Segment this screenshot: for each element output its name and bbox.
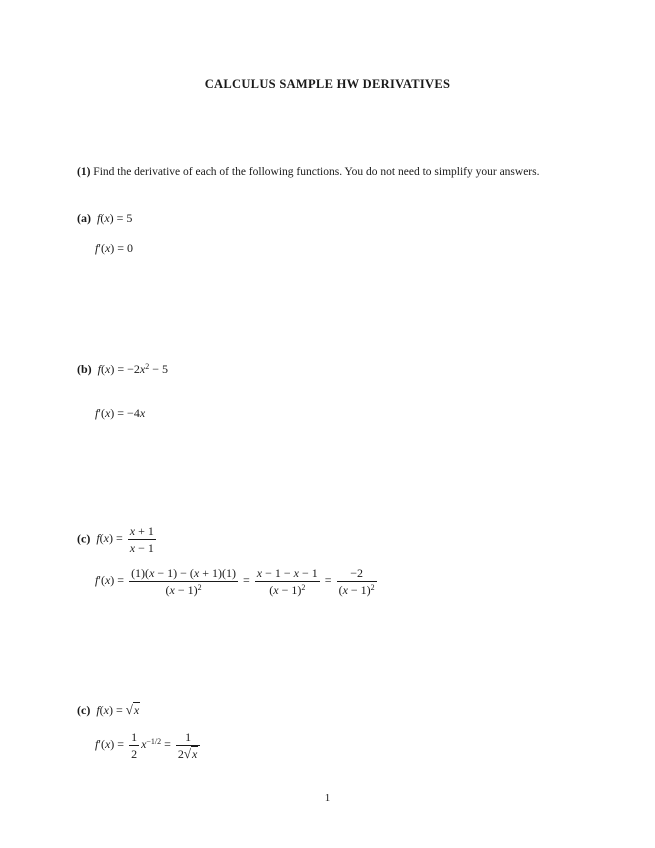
fraction: $\frac{1}{2}$ (131, 730, 138, 761)
math-expression: f(x) = √x (96, 702, 140, 717)
fraction: $\frac{1}{2√x}$ (176, 730, 200, 761)
math-expression: f(x) = 5 (97, 211, 133, 225)
part-c1-function (77, 524, 158, 555)
fraction: $\frac{(1)(x - 1) - (x + 1)(1)}{(x - 1)^2}$ (131, 566, 237, 597)
part-c2-label: (c) (77, 703, 91, 717)
square-root: √x (125, 702, 140, 717)
part-b-label: (b) (77, 362, 92, 376)
problem-instructions (77, 166, 540, 178)
page-number: 1 (324, 792, 331, 804)
page-title: CALCULUS SAMPLE HW DERIVATIVES (204, 77, 451, 91)
math-expression: f(x) = $\frac{x + 1}{x - 1}$ (96, 524, 154, 555)
instructions-text: Find the derivative of each of the following functions. You do not need to simplify your answers. (93, 166, 540, 178)
part-a-label: (a) (77, 211, 91, 225)
part-c2-function (77, 703, 140, 717)
part-b-function (77, 362, 168, 376)
math-expression: f′(x) = −4x (95, 406, 146, 420)
part-c1-derivative (95, 566, 379, 597)
part-b-derivative (95, 406, 145, 420)
math-expression: f′(x) = 0 (95, 241, 134, 255)
math-expression: f′(x) = $\frac{(1)(x - 1) - (x + 1)(1)}{(x - 1)^2}$ = $\frac{x - 1 - x - 1}{(x - 1)^2}$ = $\frac{-2}{(x - 1)^2}$ (95, 566, 375, 597)
part-a-derivative (95, 241, 133, 255)
math-expression: f′(x) = $\frac{1}{2}$ $x^{-1/2}$ = $\frac{1}{2√x}$ (95, 737, 202, 751)
part-c1-label: (c) (77, 531, 91, 546)
problem-number: (1) (77, 166, 91, 178)
fraction: $\frac{x - 1 - x - 1}{(x - 1)^2}$ (256, 566, 318, 597)
fraction: $\frac{-2}{(x - 1)^2}$ (338, 566, 375, 597)
part-a-function (77, 211, 132, 225)
part-c2-derivative (95, 730, 202, 761)
math-expression: $f(x) = -2x^2 - 5$ (97, 362, 168, 376)
fraction: $\frac{x + 1}{x - 1}$ (129, 524, 154, 555)
